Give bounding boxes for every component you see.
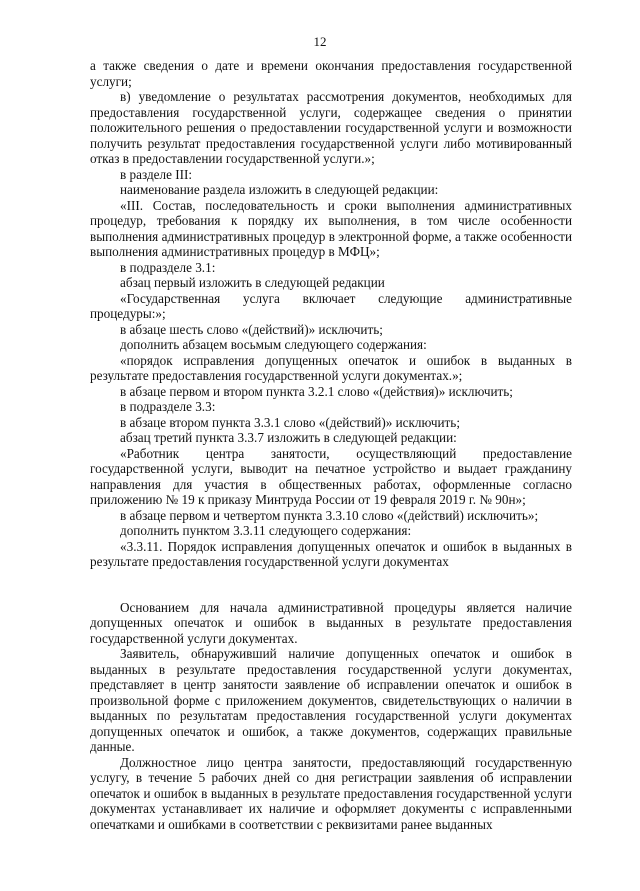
paragraph: абзац третий пункта 3.3.7 изложить в следующей редакции: xyxy=(120,430,457,445)
section-gap xyxy=(90,570,572,600)
paragraph: «порядок исправления допущенных опечаток и ошибок в выданных в результате предоставления государственной услуги документах.»; xyxy=(90,352,572,383)
paragraph: в абзаце втором пункта 3.3.1 слово «(действий)» исключить; xyxy=(120,414,460,430)
paragraph: в абзаце первом и четвертом пункта 3.3.10 слово «(действий) исключить»; xyxy=(120,507,539,523)
paragraph: Основанием для начала административной процедуры является наличие допущенных опечаток и ошибок в выданных в результате предоставления государственной услуги документах. xyxy=(90,599,572,646)
amendments-block xyxy=(90,58,572,570)
paragraph: «Государственная услуга включает следующие административные процедуры:»; xyxy=(90,290,572,321)
paragraph: в разделе III: xyxy=(120,166,193,182)
paragraph: в абзаце шесть слово «(действий)» исключить; xyxy=(120,321,383,337)
paragraph: в абзаце первом и втором пункта 3.2.1 слово «(действия)» исключить; xyxy=(120,383,513,399)
page-number: 12 xyxy=(313,34,327,49)
paragraph: Должностное лицо центра занятости, предоставляющий государственную услугу, в течение 5 рабочих дней со дня регистрации заявления об исправлении опечаток и ошибок в выданных в результате предоставления государственной услуги документах устанавливает их наличие и оформляет документы с исправленными опечатками и ошибками в соответствии с реквизитами ранее выданных xyxy=(90,754,572,832)
paragraph: в подразделе 3.1: xyxy=(120,259,216,275)
paragraph: дополнить пунктом 3.3.11 следующего содержания: xyxy=(120,523,412,538)
paragraph: «Работник центра занятости, осуществляющий предоставление государственной услуги, выводит на печатное устройство и выдает гражданину направления для участия в общественных работах, оформленные согласно приложению № 19 к приказу Минтруда России от 19 февраля 2019 г. № 90н»; xyxy=(90,445,572,507)
paragraph: а также сведения о дате и времени окончания предоставления государственной услуги; xyxy=(90,58,572,89)
paragraph: дополнить абзацем восьмым следующего содержания: xyxy=(120,337,427,352)
paragraph: абзац первый изложить в следующей редакции xyxy=(120,275,385,290)
paragraph: «III. Состав, последовательность и сроки выполнения административных процедур, требования к порядку их выполнения, в том числе особенности выполнения административных процедур в электронной форме, а также особенности выполнения административных процедур в МФЦ»; xyxy=(90,197,572,259)
paragraph: наименование раздела изложить в следующей редакции: xyxy=(120,182,439,197)
paragraph: в) уведомление о результатах рассмотрения документов, необходимых для предоставления государственной услуги, содержащее сведения о принятии положительного решения о предоставлении государственной услуги и возможности получить результат предоставления государственной услуги либо мотивированный отказ в предоставлении государственной услуги.»; xyxy=(90,89,572,166)
procedure-text-block xyxy=(90,600,572,833)
paragraph: Заявитель, обнаруживший наличие допущенных опечаток и ошибок в выданных в результате предоставления государственной услуги документах, представляет в центр занятости заявление об исправлении опечаток и ошибок в произвольной форме с приложением документов, свидетельствующих о наличии в выданных по результатам предоставления государственной услуги документах допущенных опечаток и ошибок, а также документов, содержащих правильные данные. xyxy=(90,646,572,754)
paragraph: «3.3.11. Порядок исправления допущенных опечаток и ошибок в выданных в результате предоставления государственной услуги документах xyxy=(90,538,572,569)
paragraph: в подразделе 3.3: xyxy=(120,399,216,414)
document-body xyxy=(90,58,572,832)
